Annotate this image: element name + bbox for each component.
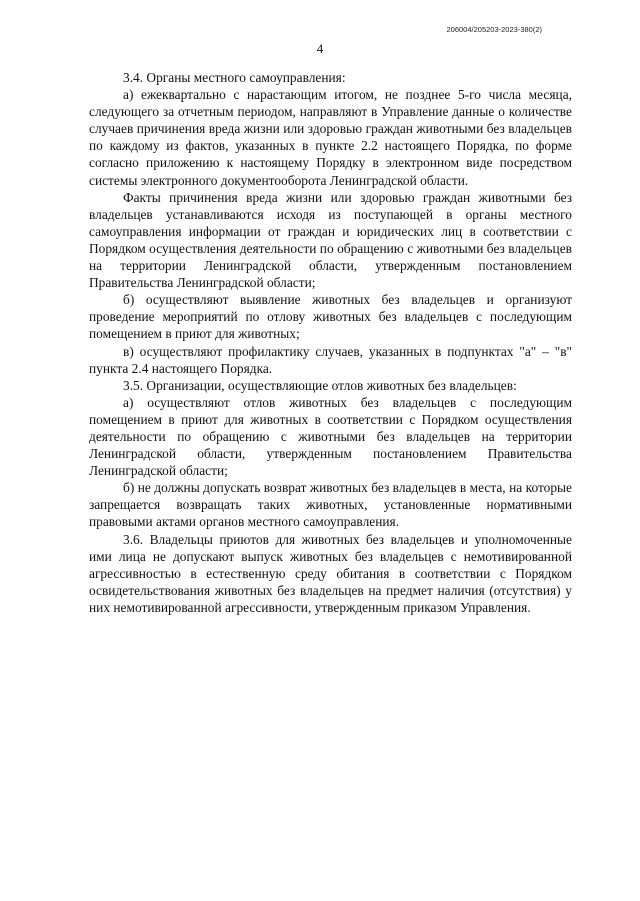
- paragraph-3-4-a: а) ежеквартально с нарастающим итогом, не позднее 5-го числа месяца, следующего за отчетным периодом, направляют в Управление данные о количестве случаев причинения вреда жизни или здоровью граждан животными без владельцев по каждому из фактов, указанных в пункте 2.2 настоящего Порядка, по форме согласно приложению к настоящему Порядку в электронном виде посредством системы электронного документооборота Ленинградской области.: [89, 87, 572, 188]
- document-body: [89, 69, 572, 616]
- section-3-4-heading: 3.4. Органы местного самоуправления:: [123, 70, 346, 85]
- paragraph-3-4-b: б) осуществляют выявление животных без владельцев и организуют проведение мероприятий по отлову животных без владельцев с последующим помещением в приют для животных;: [89, 292, 572, 342]
- paragraph-3-5-a: а) осуществляют отлов животных без владельцев с последующим помещением в приют для животных в соответствии с Порядком осуществления деятельности по обращению с животными без владельцев на территории Ленинградской области, утвержденным постановлением Правительства Ленинградской области;: [89, 394, 572, 479]
- document-code: 206004/205203-2023-380(2): [446, 25, 542, 34]
- page-number: 4: [316, 41, 324, 56]
- paragraph-3-5-b: б) не должны допускать возврат животных без владельцев в места, на которые запрещается возвращать таких животных, установленные нормативными правовыми актами органов местного самоуправления.: [89, 480, 572, 530]
- paragraph-3-4-c: в) осуществляют профилактику случаев, указанных в подпунктах "а" – "в" пункта 2.4 настоящего Порядка.: [89, 343, 572, 376]
- paragraph-3-4-facts: Факты причинения вреда жизни или здоровью граждан животными без владельцев устанавливаются исходя из поступающей в органы местного самоуправления информации от граждан и юридических лиц в соответствии с Порядком осуществления деятельности по обращению с животными без владельцев на территории Ленинградской области, утвержденным постановлением Правительства Ленинградской области;: [89, 189, 572, 291]
- section-3-5-heading: 3.5. Организации, осуществляющие отлов животных без владельцев:: [123, 377, 517, 393]
- section-3-6: 3.6. Владельцы приютов для животных без владельцев и уполномоченные ими лица не допускают выпуск животных без владельцев с немотивированной агрессивностью в естественную среду обитания в соответствии с Порядком освидетельствования животных без владельцев на предмет наличия (отсутствия) у них немотивированной агрессивности, утвержденным приказом Управления.: [89, 531, 572, 615]
